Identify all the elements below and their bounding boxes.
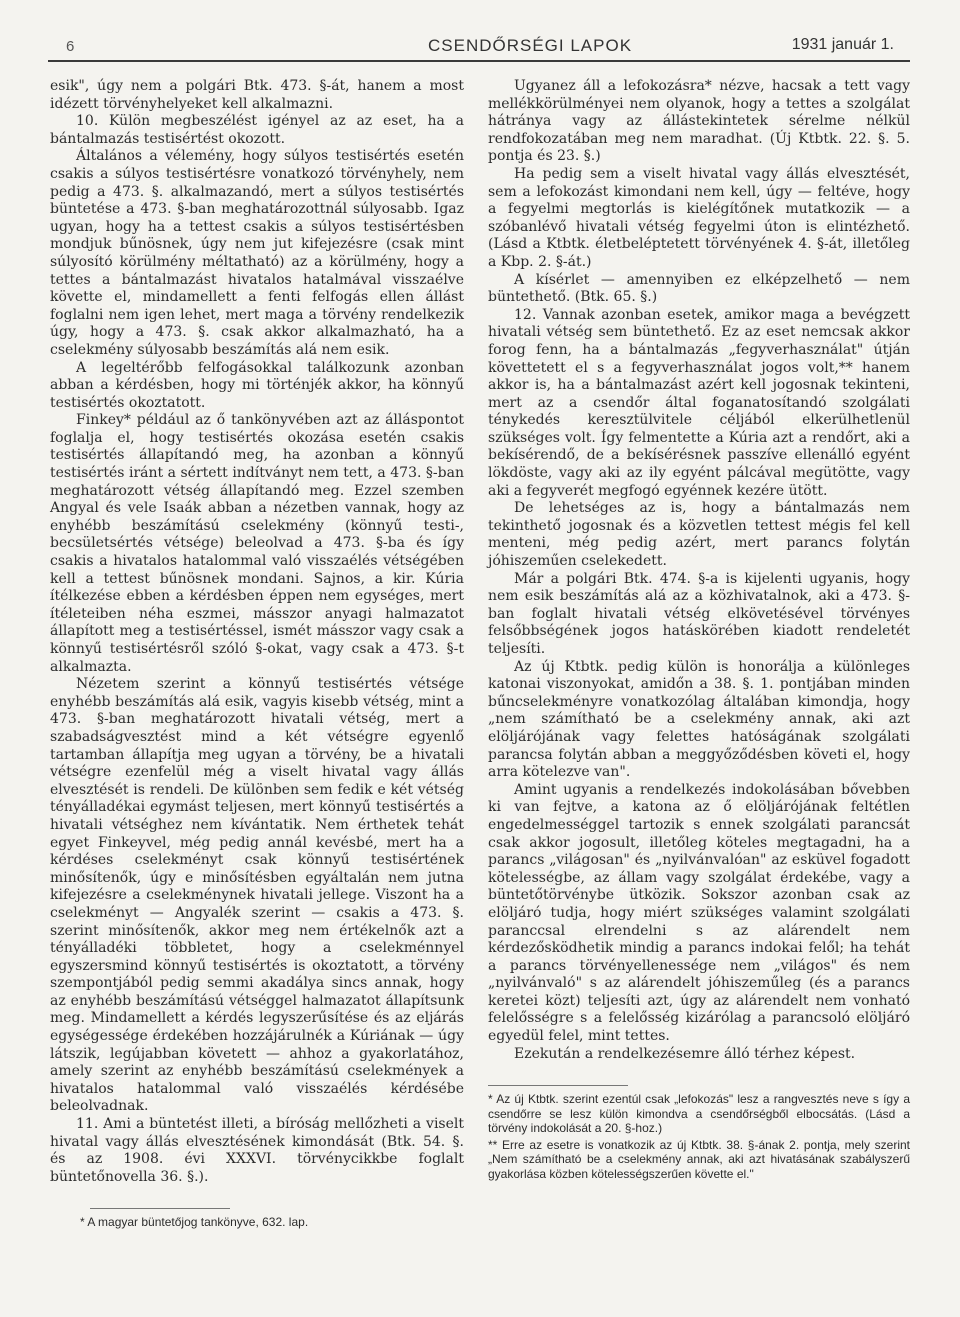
page-number: 6 [66, 38, 75, 55]
paragraph: Nézetem szerint a könnyű testisértés vétsége enyhébb beszámítás alá esik, vagyis kisebb vétség, mint a 473. §-ban meghatározott hivatali vétség, mert a szabadságvesztést mind a két vétségre egyenlő tartamban állapítja meg ugyan a törvény, be a hivatali vétségre ezenfelül még a viselt hivatal vagy állás elvesztését is rendeli. De különben sem fedik e két vétség tényálladékai egymást teljesen, mert könnyű testisértés a hivatali vétséghez nem kívántatik. Nem érthetek tehát egyet Finkeyvel, még pedig annál kevésbé, mert ha a kérdéses cselekményt csak könnyű testisértének minősítenők, úgy e minősítésben egyáltalán nem jutna kifejezésre a cselekménynek hivatali jellege. Viszont ha a cselekményt — Angyalék szerint — csakis a 473. §. szerint minősítenők, akkor meg nem értékelnők azt a tényálladéki többletet, hogy a cselekménnyel egyszersmind könnyű testisértés is okoztatott, a törvény szempontjából pedig semmi akadálya sincs annak, hogy az enyhébb beszámítású vétséggel halmazatot állapítsunk meg. Mindamellett a kérdés legyszerűsítése és az eljárás egységessége érdekében hozzájárulnék a Kúriának — úgy látszik, legújabban követett — ahhoz a gyakorlatához, amely szerint az enyhébb beszámítású cselekmények a hivatalos hatalommal való visszaélés kérdésébe beleolvadnak. [50, 676, 464, 1115]
paragraph: 10. Külön megbeszélést igényel az az eset, ha a bántalmazás testisértést okozott. [50, 113, 464, 147]
footnote: ** Erre az esetre is vonatkozik az új Ktbtk. 38. §-ának 2. pontja, mely szerint „Nem számítható be a cselekmény annak, aki azt hivatásának szabályszerű gyakorlása közben kötelességszerűen követte el." [488, 1137, 910, 1181]
paragraph: De lehetséges az is, hogy a bántalmazás nem tekinthető jogosnak és a közvetlen tettest mégis fel kell menteni, még pedig azért, mert parancs folytán jóhiszeműen cselekedett. [488, 500, 910, 570]
paragraph: esik", úgy nem a polgári Btk. 473. §-át, hanem a most idézett törvényhelyeket kell alkalmazni. [50, 78, 464, 112]
paragraph: Ezekután a rendelkezésemre álló térhez képest. [514, 1045, 856, 1062]
paragraph: Ugyanez áll a lefokozásra* nézve, hacsak a tett vagy mellékkörülményei nem olyanok, hogy a tettes a szolgálat hátránya vagy az állástekintetek sérelme nélkül rendfokozatában meg nem maradhat. (Új Ktbtk. 22. §. 5. pontja és 23. §.) [488, 78, 910, 165]
footnote-divider [90, 1208, 230, 1209]
paragraph: A legeltérőbb felfogásokkal találkozunk azonban abban a kérdésben, hogy mi történjék akkor, ha könnyű testisértés okoztatott. [50, 359, 464, 411]
journal-title: CSENDŐRSÉGI LAPOK [428, 36, 633, 55]
paragraph: A kísérlet — amennyiben ez elképzelhető — nem büntethető. (Btk. 65. §.) [488, 271, 910, 306]
paragraph: Az új Ktbtk. pedig külön is honorálja a különleges katonai viszonyokat, amidőn a 38. §. 1. pontjában minden bűncselekményre vonatkozólag általában kimondja, hogy „nem számítható be a cselekmény annak, aki azt elöljárójának vagy felettes hatóságának szolgálati parancsa folytán abban a meggyőződésben követi el, hogy arra kötelezve van". [488, 658, 910, 781]
footnote-divider [488, 1085, 628, 1086]
paragraph: Ha pedig sem a viselt hivatal vagy állás elvesztését, sem a lefokozást kimondani nem kell, úgy — feltéve, hogy a fegyelmi megtorlás is kielégítőnek mutatkozik — a szóbanlévő hivatali vétség fegyelmi úton is elintézhető. (Lásd a Ktbtk. életbeléptetett törvényének 4. §-át, illetőleg a Kbp. 2. §-át.) [488, 165, 910, 270]
footnote: * A magyar büntetőjog tankönyve, 632. lap. [80, 1215, 309, 1230]
paragraph: Amint ugyanis a rendelkezés indokolásában bővebben ki van fejtve, a katona az ő elöljárójának feltétlen engedelmességgel tartozik s ennek szolgálati parancsát csak akkor jogosult, illetőleg köteles megtagadni, ha a parancs „világosan" és „nyilvánvalóan" az esküvel fogadott kötelességbe, az állam vagy szolgálat érdekébe, vagy a büntetőtörvénybe ütközik. Sokszor azonban csak az elöljáró tudja, hogy miért szükséges valamint szolgálati paranccsal elrendelni s az alárendelt nem kérdezősködhetik mindig a parancs indokai felől; ha tehát a parancs törvényellenessége nem „világos" és nem „nyilvánvaló" s az alárendelt jóhiszeműleg (és a parancs keretei közt) teljesíti azt, úgy az alárendelt nem vonható felelősségre s a felelősség kizárólag a parancsoló elöljáró egyedül felel, mint tettes. [488, 781, 910, 1045]
paragraph: Általános a vélemény, hogy súlyos testisértés esetén csakis a súlyos testisértésre vonatkozó törvényhely, nem pedig a 473. §. alkalmazandó, mert a súlyos testisértés büntetése a 473. §-ban meghatározottnál súlyosabb. Igaz ugyan, hogy ha a tettest csakis a súlyos testisértésben mondjuk bűnösnek, úgy nem jut kifejezésre (csak mint súlyosító körülmény méltatható) az a körülmény, hogy a tettes a bántalmazást hivatalos hatalmával visszaélve követte el, mindamellett a fenti felfogás ellen állást foglalni nem igen lehet, mert maga a törvény rendelkezik úgy, hogy a 473. §. csak akkor alkalmazható, ha a cselekmény súlyosabb beszámítás alá nem esik. [50, 148, 464, 358]
page-header [48, 36, 910, 62]
issue-date: 1931 január 1. [791, 36, 894, 53]
paragraph: 12. Vannak azonban esetek, amikor maga a bevégzett hivatali vétség sem büntethető. Ez az eset nemcsak akkor forog fenn, ha a bántalmazás „fegyverhasználat" útján követtetett el s a fegyverhasználat jogos volt,** hanem akkor is, ha a bántalmazást azért kell jogosnak tekinteni, mert az a csendőr által foganatosítandó szolgálati ténykedés keresztülvitele céljából elkerülhetlenül szükséges volt. Így felmentette a Kúria azt a rendőrt, aki a bekísérendő, de a bekísérésnek passzíve ellenálló egyént lökdöste, vagy aki az ily egyént pálcával megütötte, vagy aki a fegyverét megfogó egyénnek kezére ütött. [488, 306, 910, 499]
paragraph: Finkey* például az ő tankönyvében azt az álláspontot foglalja el, hogy testisértés okozása esetén csakis testisértés állapítandó meg, ha azonban a könnyű testisértés iránt a sértett indítványt nem tett, a 473. §-ban meghatározott vétség állapítandó meg. Ezzel szemben Angyal és vele Isaák abban a nézetben vannak, hogy az enyhébb beszámítású cselekmény (könnyű testi-, becsületsértés vétsége) beleolvad a 473. §-ba és így csakis a hivatalos hatalommal való visszaélés vétségében kell a tettest bűnösnek mondani. Sajnos, a kir. Kúria ítélkezése ebben a kérdésben éppen nem egységes, mert ítéleteiben néha eszmei, másszor anyagi halmazatot állapított meg a testisértéssel, ismét másszor vagy csak a könnyű testisértésről szóló §-okat, vagy csak a 473. §-t alkalmazta. [50, 412, 464, 675]
right-column [488, 78, 910, 1181]
left-column [50, 78, 464, 1230]
paragraph: Már a polgári Btk. 474. §-a is kijelenti ugyanis, hogy nem esik beszámítás alá az a közhivatalnok, aki a 473. §-ban foglalt hivatali vétség elkövetésével törvényes felsőbbségének jogos hatáskörében kiadott rendeletét teljesíti. [488, 570, 910, 657]
footnote: * Az új Ktbtk. szerint ezentúl csak „lefokozás" lesz a rangvesztés neve s így a csendőrre se lesz külön kimondva a csendőrségből elbocsátás. (Lásd a törvény indokolását a 20. §-hoz.) [488, 1092, 910, 1136]
paragraph: 11. Ami a büntetést illeti, a bíróság mellőzheti a viselt hivatal vagy állás elvesztésének kimondását (Btk. 54. §. és az 1908. évi XXXVI. törvénycikkbe foglalt büntetőnovella 36. §.). [50, 1116, 464, 1185]
